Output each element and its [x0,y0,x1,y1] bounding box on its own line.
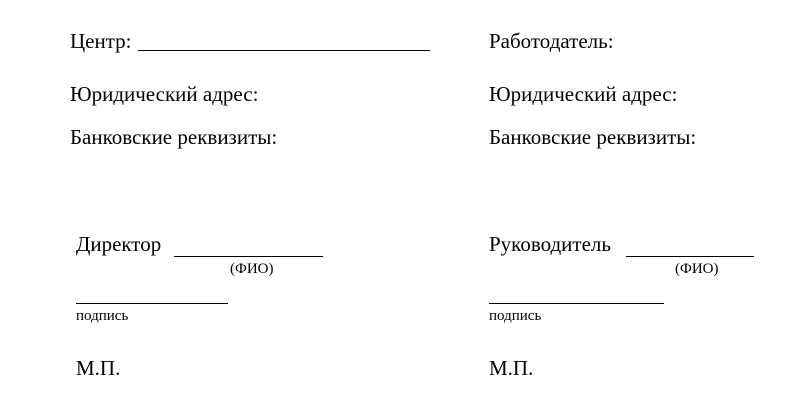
employer-label: Работодатель: [489,29,614,53]
left-legal-address-label: Юридический адрес: [70,82,259,106]
left-signature-caption: подпись [76,308,129,324]
left-signature-line [76,303,228,304]
center-blank-line [138,50,430,51]
left-bank-details-label: Банковские реквизиты: [70,125,278,149]
right-signature-caption: подпись [489,308,542,324]
director-name-line [174,256,323,257]
right-bank-details-label: Банковские реквизиты: [489,125,697,149]
head-label: Руководитель [489,232,611,256]
director-label: Директор [76,232,162,256]
left-fio-caption: (ФИО) [230,261,274,277]
head-name-line [626,256,754,257]
left-stamp-label: М.П. [76,356,121,380]
right-signature-line [489,303,664,304]
right-fio-caption: (ФИО) [675,261,719,277]
right-legal-address-label: Юридический адрес: [489,82,678,106]
right-stamp-label: М.П. [489,356,534,380]
center-label: Центр: [70,29,132,53]
